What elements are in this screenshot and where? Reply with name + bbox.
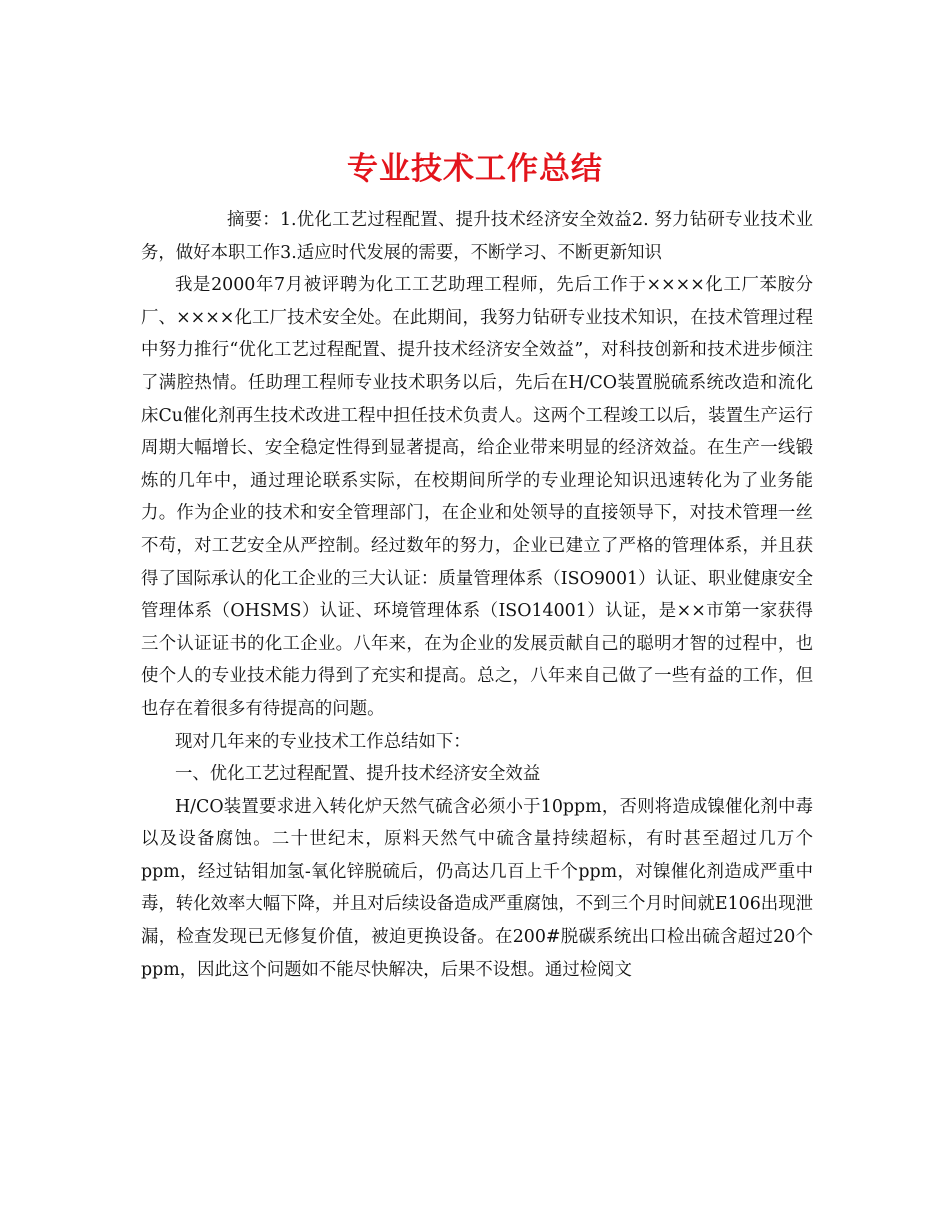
abstract-paragraph: 摘要：1.优化工艺过程配置、提升技术经济安全效益2. 努力钻研专业技术业务，做好本职工作3.适应时代发展的需要，不断学习、不断更新知识 [141,210,813,263]
section-heading-1: 一、优化工艺过程配置、提升技术经济安全效益 [175,764,541,785]
body-paragraph-section-1: H/CO装置要求进入转化炉天然气硫含必须小于10ppm，否则将造成镍催化剂中毒以及设备腐蚀。二十世纪末，原料天然气中硫含量持续超标，有时甚至超过几万个ppm，经过钴钼加氢-氧化锌脱硫后，仍高达几百上千个ppm，对镍催化剂造成严重中毒，转化效率大幅下降，并且对后续设备造成严重腐蚀，不到三个月时间就E106出现泄漏，检查发现已无修复价值，被迫更换设备。在200#脱碳系统出口检出硫含超过20个ppm，因此这个问题如不能尽快解决，后果不设想。通过检阅文 [141,796,813,980]
document-title: 专业技术工作总结 [347,150,603,187]
document-body [141,204,813,986]
body-paragraph-summary-lead: 现对几年来的专业技术工作总结如下： [175,731,471,752]
body-paragraph-intro: 我是2000年7月被评聘为化工工艺助理工程师，先后工作于××××化工厂苯胺分厂、××××化工厂技术安全处。在此期间，我努力钻研专业技术知识，在技术管理过程中努力推行“优化工艺过程配置、提升技术经济安全效益”，对科技创新和技术进步倾注了满腔热情。任助理工程师专业技术职务以后，先后在H/CO装置脱硫系统改造和流化床Cu催化剂再生技术改进工程中担任技术负责人。这两个工程竣工以后，装置生产运行周期大幅增长、安全稳定性得到显著提高，给企业带来明显的经济效益。在生产一线锻炼的几年中，通过理论联系实际，在校期间所学的专业理论知识迅速转化为了业务能力。作为企业的技术和安全管理部门，在企业和处领导的直接领导下，对技术管理一丝不苟，对工艺安全从严控制。经过数年的努力，企业已建立了严格的管理体系，并且获得了国际承认的化工企业的三大认证：质量管理体系（ISO9001）认证、职业健康安全管理体系（OHSMS）认证、环境管理体系（ISO14001）认证，是××市第一家获得三个认证证书的化工企业。八年来，在为企业的发展贡献自己的聪明才智的过程中，也使个人的专业技术能力得到了充实和提高。总之，八年来自己做了一些有益的工作，但也存在着很多有待提高的问题。 [141,275,813,719]
